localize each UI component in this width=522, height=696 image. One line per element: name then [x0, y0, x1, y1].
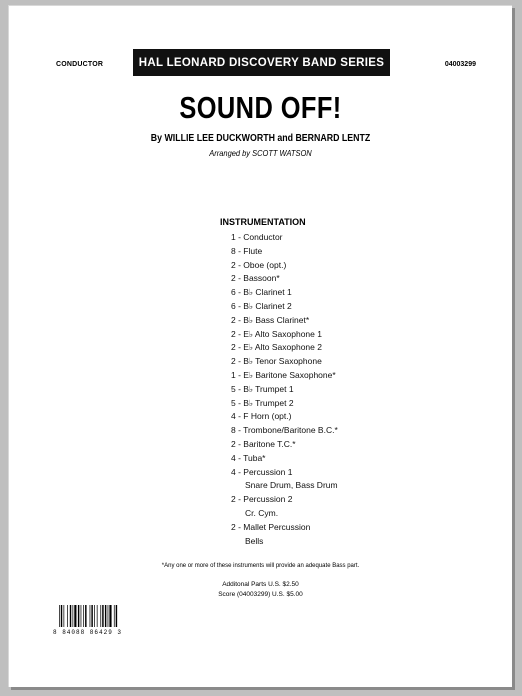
instrument-item: 4 - Percussion 1	[231, 466, 293, 477]
instrument-item: 5 - B♭ Trumpet 2	[231, 397, 294, 408]
instrumentation-list	[231, 231, 338, 548]
instrument-item: 2 - Oboe (opt.)	[231, 259, 287, 270]
additional-parts-price: Additonal Parts U.S. $2.50	[222, 581, 299, 588]
barcode-image	[59, 605, 131, 627]
instrument-item: 5 - B♭ Trumpet 1	[231, 383, 294, 394]
instrumentation-heading: INSTRUMENTATION	[220, 217, 306, 227]
barcode-digits: 8 84088 86429 3	[53, 629, 123, 636]
instrument-item: 2 - E♭ Alto Saxophone 2	[231, 342, 322, 353]
piece-title: SOUND OFF!	[179, 90, 342, 125]
instrument-detail: Snare Drum, Bass Drum	[245, 480, 338, 491]
instrument-item: 1 - Conductor	[231, 232, 283, 242]
instrument-item: 1 - E♭ Baritone Saxophone*	[231, 369, 336, 380]
instrument-item: 6 - B♭ Clarinet 2	[231, 300, 292, 311]
price-block	[9, 580, 512, 600]
instrument-item: 4 - Tuba*	[231, 452, 266, 463]
instrument-item: 2 - Percussion 2	[231, 494, 293, 505]
score-price: Score (04003299) U.S. $5.00	[218, 591, 303, 598]
instrument-item: 6 - B♭ Clarinet 1	[231, 287, 292, 298]
instrument-item: 2 - Mallet Percussion	[231, 521, 311, 532]
instrument-item: 2 - E♭ Alto Saxophone 1	[231, 328, 322, 339]
conductor-label: CONDUCTOR	[56, 61, 104, 68]
instrument-item: 2 - Baritone T.C.*	[231, 438, 296, 449]
instrument-item: 2 - Bassoon*	[231, 273, 280, 284]
composer-credit: By WILLIE LEE DUCKWORTH and BERNARD LENTZ	[150, 133, 371, 144]
instrument-detail: Bells	[245, 535, 264, 546]
bass-part-footnote: *Any one or more of these instruments will provide an adequate Bass part.	[161, 563, 360, 569]
instrument-item: 2 - B♭ Bass Clarinet*	[231, 314, 310, 325]
catalog-number: 04003299	[444, 61, 476, 68]
instrument-item: 8 - Flute	[231, 245, 263, 256]
score-cover-page	[8, 5, 512, 687]
instrument-detail: Cr. Cym.	[245, 507, 279, 518]
instrument-item: 8 - Trombone/Baritone B.C.*	[231, 425, 338, 436]
instrument-item: 2 - B♭ Tenor Saxophone	[231, 356, 322, 367]
instrument-item: 4 - F Horn (opt.)	[231, 411, 292, 422]
arranger-credit: Arranged by SCOTT WATSON	[209, 148, 312, 158]
series-banner: HAL LEONARD DISCOVERY BAND SERIES	[133, 49, 390, 76]
